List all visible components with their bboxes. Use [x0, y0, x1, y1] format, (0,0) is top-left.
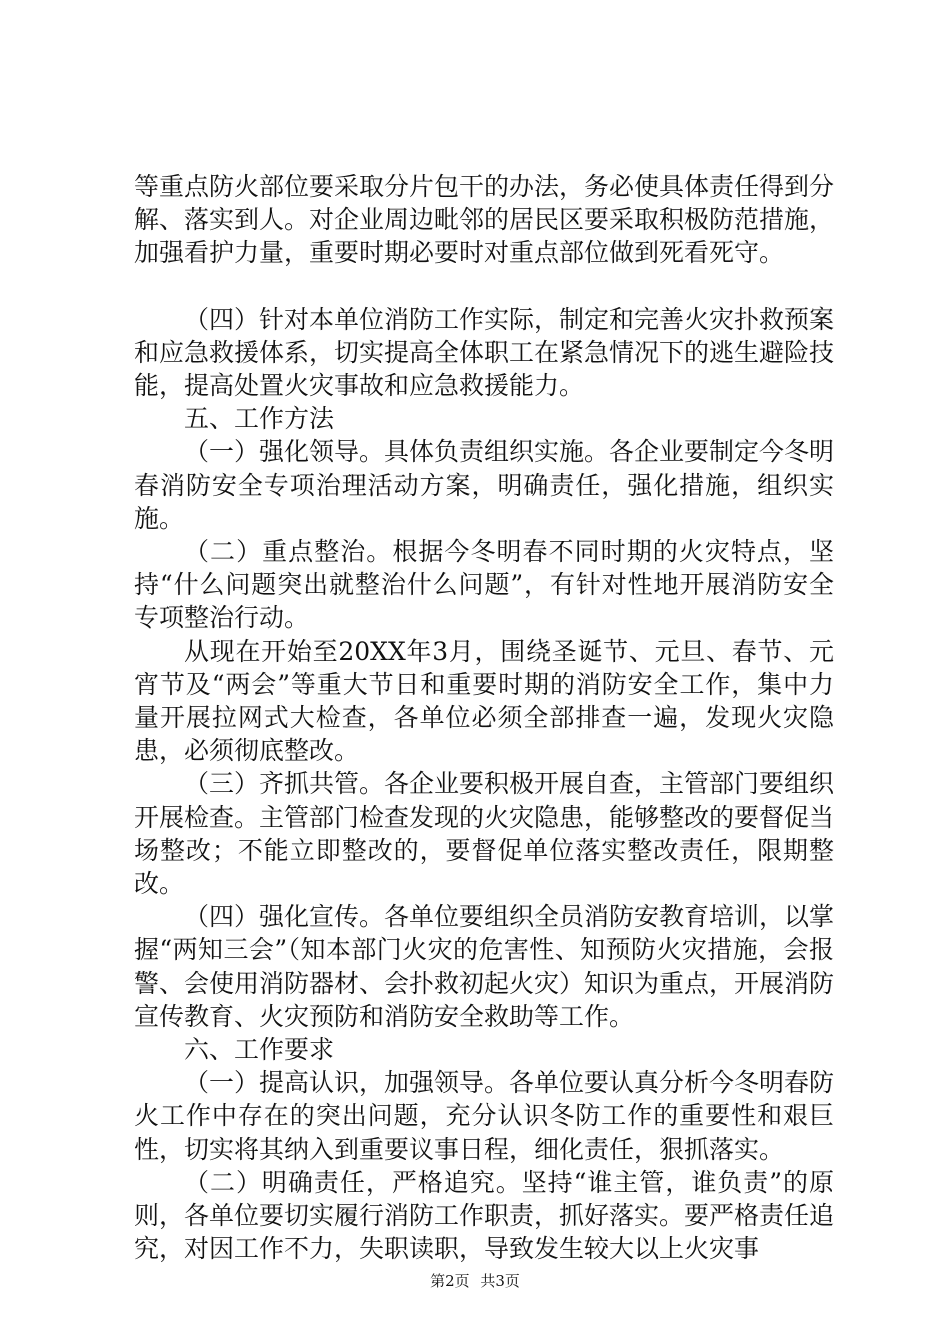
paragraph-requirement-two: （二）明确责任，严格追究。坚持“谁主管，谁负责”的原则，各单位要切实履行消防工作职责，抓好落实。要严格责任追究，对因工作不力，失职读职，导致发生较大以上火灾事 [134, 1167, 835, 1264]
paragraph-method-three: （三）齐抓共管。各企业要积极开展自查，主管部门要组织开展检查。主管部门检查发现的火灾隐患，能够整改的要督促当场整改；不能立即整改的，要督促单位落实整改责任，限期整改。 [134, 769, 835, 899]
page-total: 共3页 [480, 1272, 520, 1290]
paragraph-method-one: （一）强化领导。具体负责组织实施。各企业要制定今冬明春消防安全专项治理活动方案，明确责任，强化措施，组织实施。 [134, 437, 835, 533]
page-number: 第2页 [430, 1272, 470, 1290]
section-heading-methods: 五、工作方法 [184, 404, 335, 434]
section-heading-requirements: 六、工作要求 [184, 1035, 335, 1065]
page-footer [0, 1270, 950, 1291]
paragraph-method-two: （二）重点整治。根据今冬明春不同时期的火灾特点，坚持“什么问题突出就整治什么问题”，有针对性地开展消防安全专项整治行动。 [134, 537, 834, 633]
paragraph-requirement-one: （一）提高认识，加强领导。各单位要认真分析今冬明春防火工作中存在的突出问题，充分认识冬防工作的重要性和艰巨性，切实将其纳入到重要议事日程，细化责任，狠抓落实。 [134, 1068, 835, 1164]
paragraph-schedule: 从现在开始至20XX年3月，围绕圣诞节、元旦、春节、元宵节及“两会”等重大节日和重要时期的消防安全工作，集中力量开展拉网式大检查，各单位必须全部排查一遍，发现火灾隐患，必须彻底整改。 [134, 636, 834, 766]
document-body [134, 170, 834, 1266]
paragraph-continuation: 等重点防火部位要采取分片包干的办法，务必使具体责任得到分解、落实到人。对企业周边毗邻的居民区要采取积极防范措施，加强看护力量，重要时期必要时对重点部位做到死看死守。 [134, 172, 835, 268]
paragraph-method-four: （四）强化宣传。各单位要组织全员消防安教育培训，以掌握“两知三会”（知本部门火灾的危害性、知预防火灾措施，会报警、会使用消防器材、会扑救初起火灾）知识为重点，开展消防宣传教育、火灾预防和消防安全救助等工作。 [134, 902, 835, 1031]
paragraph-item-four: （四）针对本单位消防工作实际，制定和完善火灾扑救预案和应急救援体系，切实提高全体职工在紧急情况下的逃生避险技能，提高处置火灾事故和应急救援能力。 [134, 304, 835, 401]
